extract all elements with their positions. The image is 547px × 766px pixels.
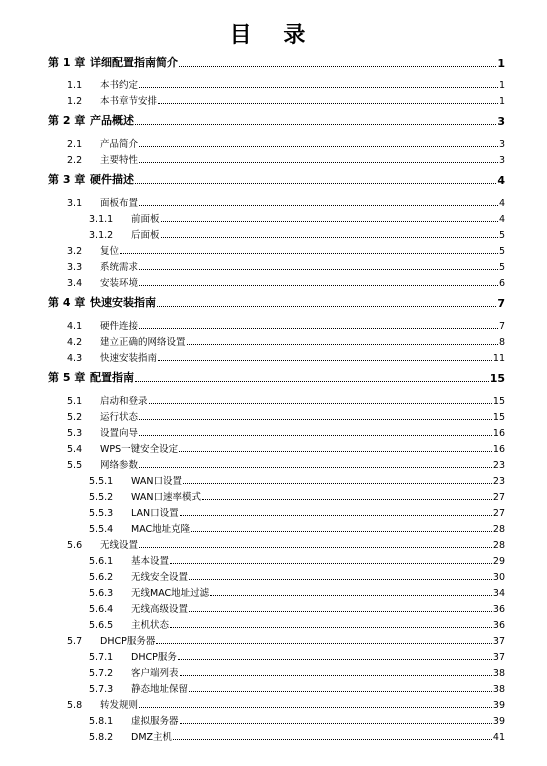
entry-page-number: 37 xyxy=(492,636,505,647)
toc-section-entry[interactable] xyxy=(67,425,505,439)
entry-page-number: 39 xyxy=(492,700,505,711)
entry-page-number: 39 xyxy=(492,716,505,727)
dot-leader xyxy=(139,285,498,286)
entry-number: 3.2 xyxy=(67,246,83,257)
entry-number: 5.7.3 xyxy=(89,684,114,695)
entry-number: 5.6.1 xyxy=(89,556,114,567)
entry-title: 复位 xyxy=(100,246,120,257)
dot-leader xyxy=(189,579,492,580)
entry-page-number: 11 xyxy=(492,353,505,364)
entry-page-number: 16 xyxy=(492,428,505,439)
dot-leader xyxy=(158,103,498,104)
entry-page-number: 4 xyxy=(498,214,505,225)
entry-number: 第 4 章 xyxy=(48,296,86,309)
entry-title: 主机状态 xyxy=(131,620,170,631)
entry-number: 第 5 章 xyxy=(48,371,86,384)
toc-section-entry[interactable] xyxy=(67,537,505,551)
toc-section-entry[interactable] xyxy=(67,259,505,273)
entry-title: 无线设置 xyxy=(100,540,139,551)
entry-number: 5.6.3 xyxy=(89,588,114,599)
entry-title: 产品概述 xyxy=(90,114,134,127)
toc-subsection-entry[interactable] xyxy=(89,665,505,679)
entry-page-number: 36 xyxy=(492,604,505,615)
entry-title: 快速安装指南 xyxy=(90,296,156,309)
entry-page-number: 5 xyxy=(498,230,505,241)
entry-title: 快速安装指南 xyxy=(100,353,158,364)
entry-page-number: 3 xyxy=(498,139,505,150)
entry-page-number: 1 xyxy=(498,80,505,91)
toc-subsection-entry[interactable] xyxy=(89,211,505,225)
dot-leader xyxy=(180,515,492,516)
entry-page-number: 1 xyxy=(498,96,505,107)
entry-title: 硬件连接 xyxy=(100,321,139,332)
toc-section-entry[interactable] xyxy=(67,697,505,711)
entry-page-number: 34 xyxy=(492,588,505,599)
entry-number: 5.7 xyxy=(67,636,83,647)
entry-title: DMZ主机 xyxy=(131,732,173,743)
dot-leader xyxy=(135,183,496,184)
entry-number: 3.1 xyxy=(67,198,83,209)
entry-title: 静态地址保留 xyxy=(131,684,189,695)
entry-page-number: 28 xyxy=(492,524,505,535)
entry-title: 转发规则 xyxy=(100,700,139,711)
entry-page-number: 28 xyxy=(492,540,505,551)
entry-title: 主要特性 xyxy=(100,155,139,166)
entry-title: 建立正确的网络设置 xyxy=(100,337,186,348)
toc-subsection-entry[interactable] xyxy=(89,649,505,663)
toc-subsection-entry[interactable] xyxy=(89,553,505,567)
entry-page-number: 8 xyxy=(498,337,505,348)
entry-number: 第 1 章 xyxy=(48,56,86,69)
entry-number: 5.6.4 xyxy=(89,604,114,615)
entry-title: WAN口设置 xyxy=(131,476,182,487)
dot-leader xyxy=(161,237,498,238)
toc-section-entry[interactable] xyxy=(67,409,505,423)
toc-section-entry[interactable] xyxy=(67,152,505,166)
entry-title: 面板布置 xyxy=(100,198,139,209)
entry-number: 5.5 xyxy=(67,460,83,471)
entry-title: 无线安全设置 xyxy=(131,572,189,583)
entry-number: 第 2 章 xyxy=(48,114,86,127)
entry-page-number: 4 xyxy=(498,198,505,209)
entry-title: 后面板 xyxy=(131,230,160,241)
toc-section-entry[interactable] xyxy=(67,457,505,471)
entry-number: 5.8 xyxy=(67,700,83,711)
toc-chapter-entry[interactable] xyxy=(48,369,505,385)
entry-page-number: 15 xyxy=(492,396,505,407)
entry-number: 4.2 xyxy=(67,337,83,348)
toc-subsection-entry[interactable] xyxy=(89,227,505,241)
entry-title: 设置向导 xyxy=(100,428,139,439)
entry-number: 2.1 xyxy=(67,139,83,150)
entry-number: 5.6.5 xyxy=(89,620,114,631)
entry-page-number: 5 xyxy=(498,262,505,273)
toc-subsection-entry[interactable] xyxy=(89,585,505,599)
dot-leader xyxy=(139,707,492,708)
entry-page-number: 3 xyxy=(497,115,505,128)
dot-leader xyxy=(156,643,492,644)
entry-number: 5.6 xyxy=(67,540,83,551)
toc-section-entry[interactable] xyxy=(67,393,505,407)
entry-title: 运行状态 xyxy=(100,412,139,423)
dot-leader xyxy=(139,205,498,206)
dot-leader xyxy=(158,360,492,361)
entry-number: 5.5.4 xyxy=(89,524,114,535)
toc-section-entry[interactable] xyxy=(67,243,505,257)
entry-title: 启动和登录 xyxy=(100,396,148,407)
dot-leader xyxy=(183,483,492,484)
entry-page-number: 5 xyxy=(498,246,505,257)
dot-leader xyxy=(180,675,492,676)
entry-number: 5.5.2 xyxy=(89,492,114,503)
toc-subsection-entry[interactable] xyxy=(89,473,505,487)
entry-page-number: 27 xyxy=(492,492,505,503)
entry-title: 前面板 xyxy=(131,214,160,225)
entry-page-number: 29 xyxy=(492,556,505,567)
entry-number: 5.4 xyxy=(67,444,83,455)
toc-subsection-entry[interactable] xyxy=(89,489,505,503)
toc-chapter-entry[interactable] xyxy=(48,112,505,128)
entry-number: 第 3 章 xyxy=(48,173,86,186)
page-title: 目 录 xyxy=(229,23,318,48)
entry-number: 2.2 xyxy=(67,155,83,166)
toc-section-entry[interactable] xyxy=(67,136,505,150)
entry-number: 5.7.2 xyxy=(89,668,114,679)
dot-leader xyxy=(187,344,498,345)
dot-leader xyxy=(139,162,498,163)
entry-title: WPS一键安全设定 xyxy=(100,444,179,455)
toc-chapter-entry[interactable] xyxy=(48,171,505,187)
toc-subsection-entry[interactable] xyxy=(89,681,505,695)
entry-title: WAN口速率模式 xyxy=(131,492,201,503)
entry-number: 5.2 xyxy=(67,412,83,423)
dot-leader xyxy=(202,499,492,500)
entry-title: 无线MAC地址过滤 xyxy=(131,588,210,599)
entry-page-number: 36 xyxy=(492,620,505,631)
dot-leader xyxy=(139,467,492,468)
entry-page-number: 3 xyxy=(498,155,505,166)
dot-leader xyxy=(120,253,498,254)
entry-number: 5.5.1 xyxy=(89,476,114,487)
dot-leader xyxy=(135,124,496,125)
entry-page-number: 30 xyxy=(492,572,505,583)
entry-number: 3.1.1 xyxy=(89,214,114,225)
entry-page-number: 16 xyxy=(492,444,505,455)
entry-title: DHCP服务 xyxy=(131,652,177,663)
toc-subsection-entry[interactable] xyxy=(89,729,505,743)
entry-title: LAN口设置 xyxy=(131,508,179,519)
entry-title: 虚拟服务器 xyxy=(131,716,179,727)
entry-number: 3.3 xyxy=(67,262,83,273)
dot-leader xyxy=(161,221,498,222)
toc-subsection-entry[interactable] xyxy=(89,601,505,615)
toc-subsection-entry[interactable] xyxy=(89,569,505,583)
entry-title: 网络参数 xyxy=(100,460,139,471)
entry-page-number: 38 xyxy=(492,684,505,695)
dot-leader xyxy=(139,435,492,436)
toc-section-entry[interactable] xyxy=(67,77,505,91)
entry-page-number: 41 xyxy=(492,732,505,743)
entry-title: 详细配置指南简介 xyxy=(90,56,178,69)
entry-number: 5.6.2 xyxy=(89,572,114,583)
entry-title: 配置指南 xyxy=(90,371,134,384)
entry-page-number: 38 xyxy=(492,668,505,679)
entry-title: MAC地址克隆 xyxy=(131,524,191,535)
entry-title: 本书章节安排 xyxy=(100,96,158,107)
entry-title: 本书约定 xyxy=(100,80,139,91)
dot-leader xyxy=(135,381,489,382)
entry-title: 安装环境 xyxy=(100,278,139,289)
entry-page-number: 15 xyxy=(492,412,505,423)
dot-leader xyxy=(189,691,492,692)
entry-title: DHCP服务器 xyxy=(100,636,156,647)
entry-title: 产品简介 xyxy=(100,139,139,150)
dot-leader xyxy=(139,547,492,548)
toc-subsection-entry[interactable] xyxy=(89,521,505,535)
dot-leader xyxy=(173,739,492,740)
dot-leader xyxy=(179,66,496,67)
dot-leader xyxy=(210,595,492,596)
entry-number: 4.1 xyxy=(67,321,83,332)
entry-number: 1.2 xyxy=(67,96,83,107)
entry-page-number: 37 xyxy=(492,652,505,663)
toc-chapter-entry[interactable] xyxy=(48,294,505,310)
entry-page-number: 7 xyxy=(498,321,505,332)
dot-leader xyxy=(139,87,498,88)
dot-leader xyxy=(179,451,492,452)
dot-leader xyxy=(191,531,492,532)
dot-leader xyxy=(149,403,492,404)
entry-page-number: 23 xyxy=(492,476,505,487)
entry-page-number: 4 xyxy=(497,174,505,187)
toc-section-entry[interactable] xyxy=(67,633,505,647)
entry-number: 1.1 xyxy=(67,80,83,91)
toc-subsection-entry[interactable] xyxy=(89,505,505,519)
dot-leader xyxy=(139,146,498,147)
entry-page-number: 7 xyxy=(497,297,505,310)
toc-section-entry[interactable] xyxy=(67,195,505,209)
toc-subsection-entry[interactable] xyxy=(89,617,505,631)
entry-title: 系统需求 xyxy=(100,262,139,273)
entry-number: 5.7.1 xyxy=(89,652,114,663)
entry-number: 3.4 xyxy=(67,278,83,289)
toc-section-entry[interactable] xyxy=(67,93,505,107)
dot-leader xyxy=(189,611,492,612)
entry-page-number: 15 xyxy=(489,372,505,385)
toc-section-entry[interactable] xyxy=(67,350,505,364)
dot-leader xyxy=(139,328,498,329)
entry-page-number: 1 xyxy=(497,57,505,70)
entry-page-number: 23 xyxy=(492,460,505,471)
toc-chapter-entry[interactable] xyxy=(48,54,505,70)
toc-subsection-entry[interactable] xyxy=(89,713,505,727)
dot-leader xyxy=(180,723,492,724)
entry-title: 客户端列表 xyxy=(131,668,179,679)
dot-leader xyxy=(139,269,498,270)
toc-section-entry[interactable] xyxy=(67,334,505,348)
entry-title: 无线高级设置 xyxy=(131,604,189,615)
dot-leader xyxy=(178,659,492,660)
dot-leader xyxy=(139,419,492,420)
entry-number: 4.3 xyxy=(67,353,83,364)
entry-number: 5.1 xyxy=(67,396,83,407)
dot-leader xyxy=(170,563,492,564)
entry-number: 5.8.1 xyxy=(89,716,114,727)
entry-number: 5.8.2 xyxy=(89,732,114,743)
entry-number: 3.1.2 xyxy=(89,230,114,241)
dot-leader xyxy=(157,306,496,307)
dot-leader xyxy=(170,627,492,628)
entry-page-number: 6 xyxy=(498,278,505,289)
entry-number: 5.5.3 xyxy=(89,508,114,519)
entry-title: 硬件描述 xyxy=(90,173,134,186)
toc-section-entry[interactable] xyxy=(67,318,505,332)
toc-section-entry[interactable] xyxy=(67,441,505,455)
toc-section-entry[interactable] xyxy=(67,275,505,289)
entry-page-number: 27 xyxy=(492,508,505,519)
entry-number: 5.3 xyxy=(67,428,83,439)
entry-title: 基本设置 xyxy=(131,556,170,567)
